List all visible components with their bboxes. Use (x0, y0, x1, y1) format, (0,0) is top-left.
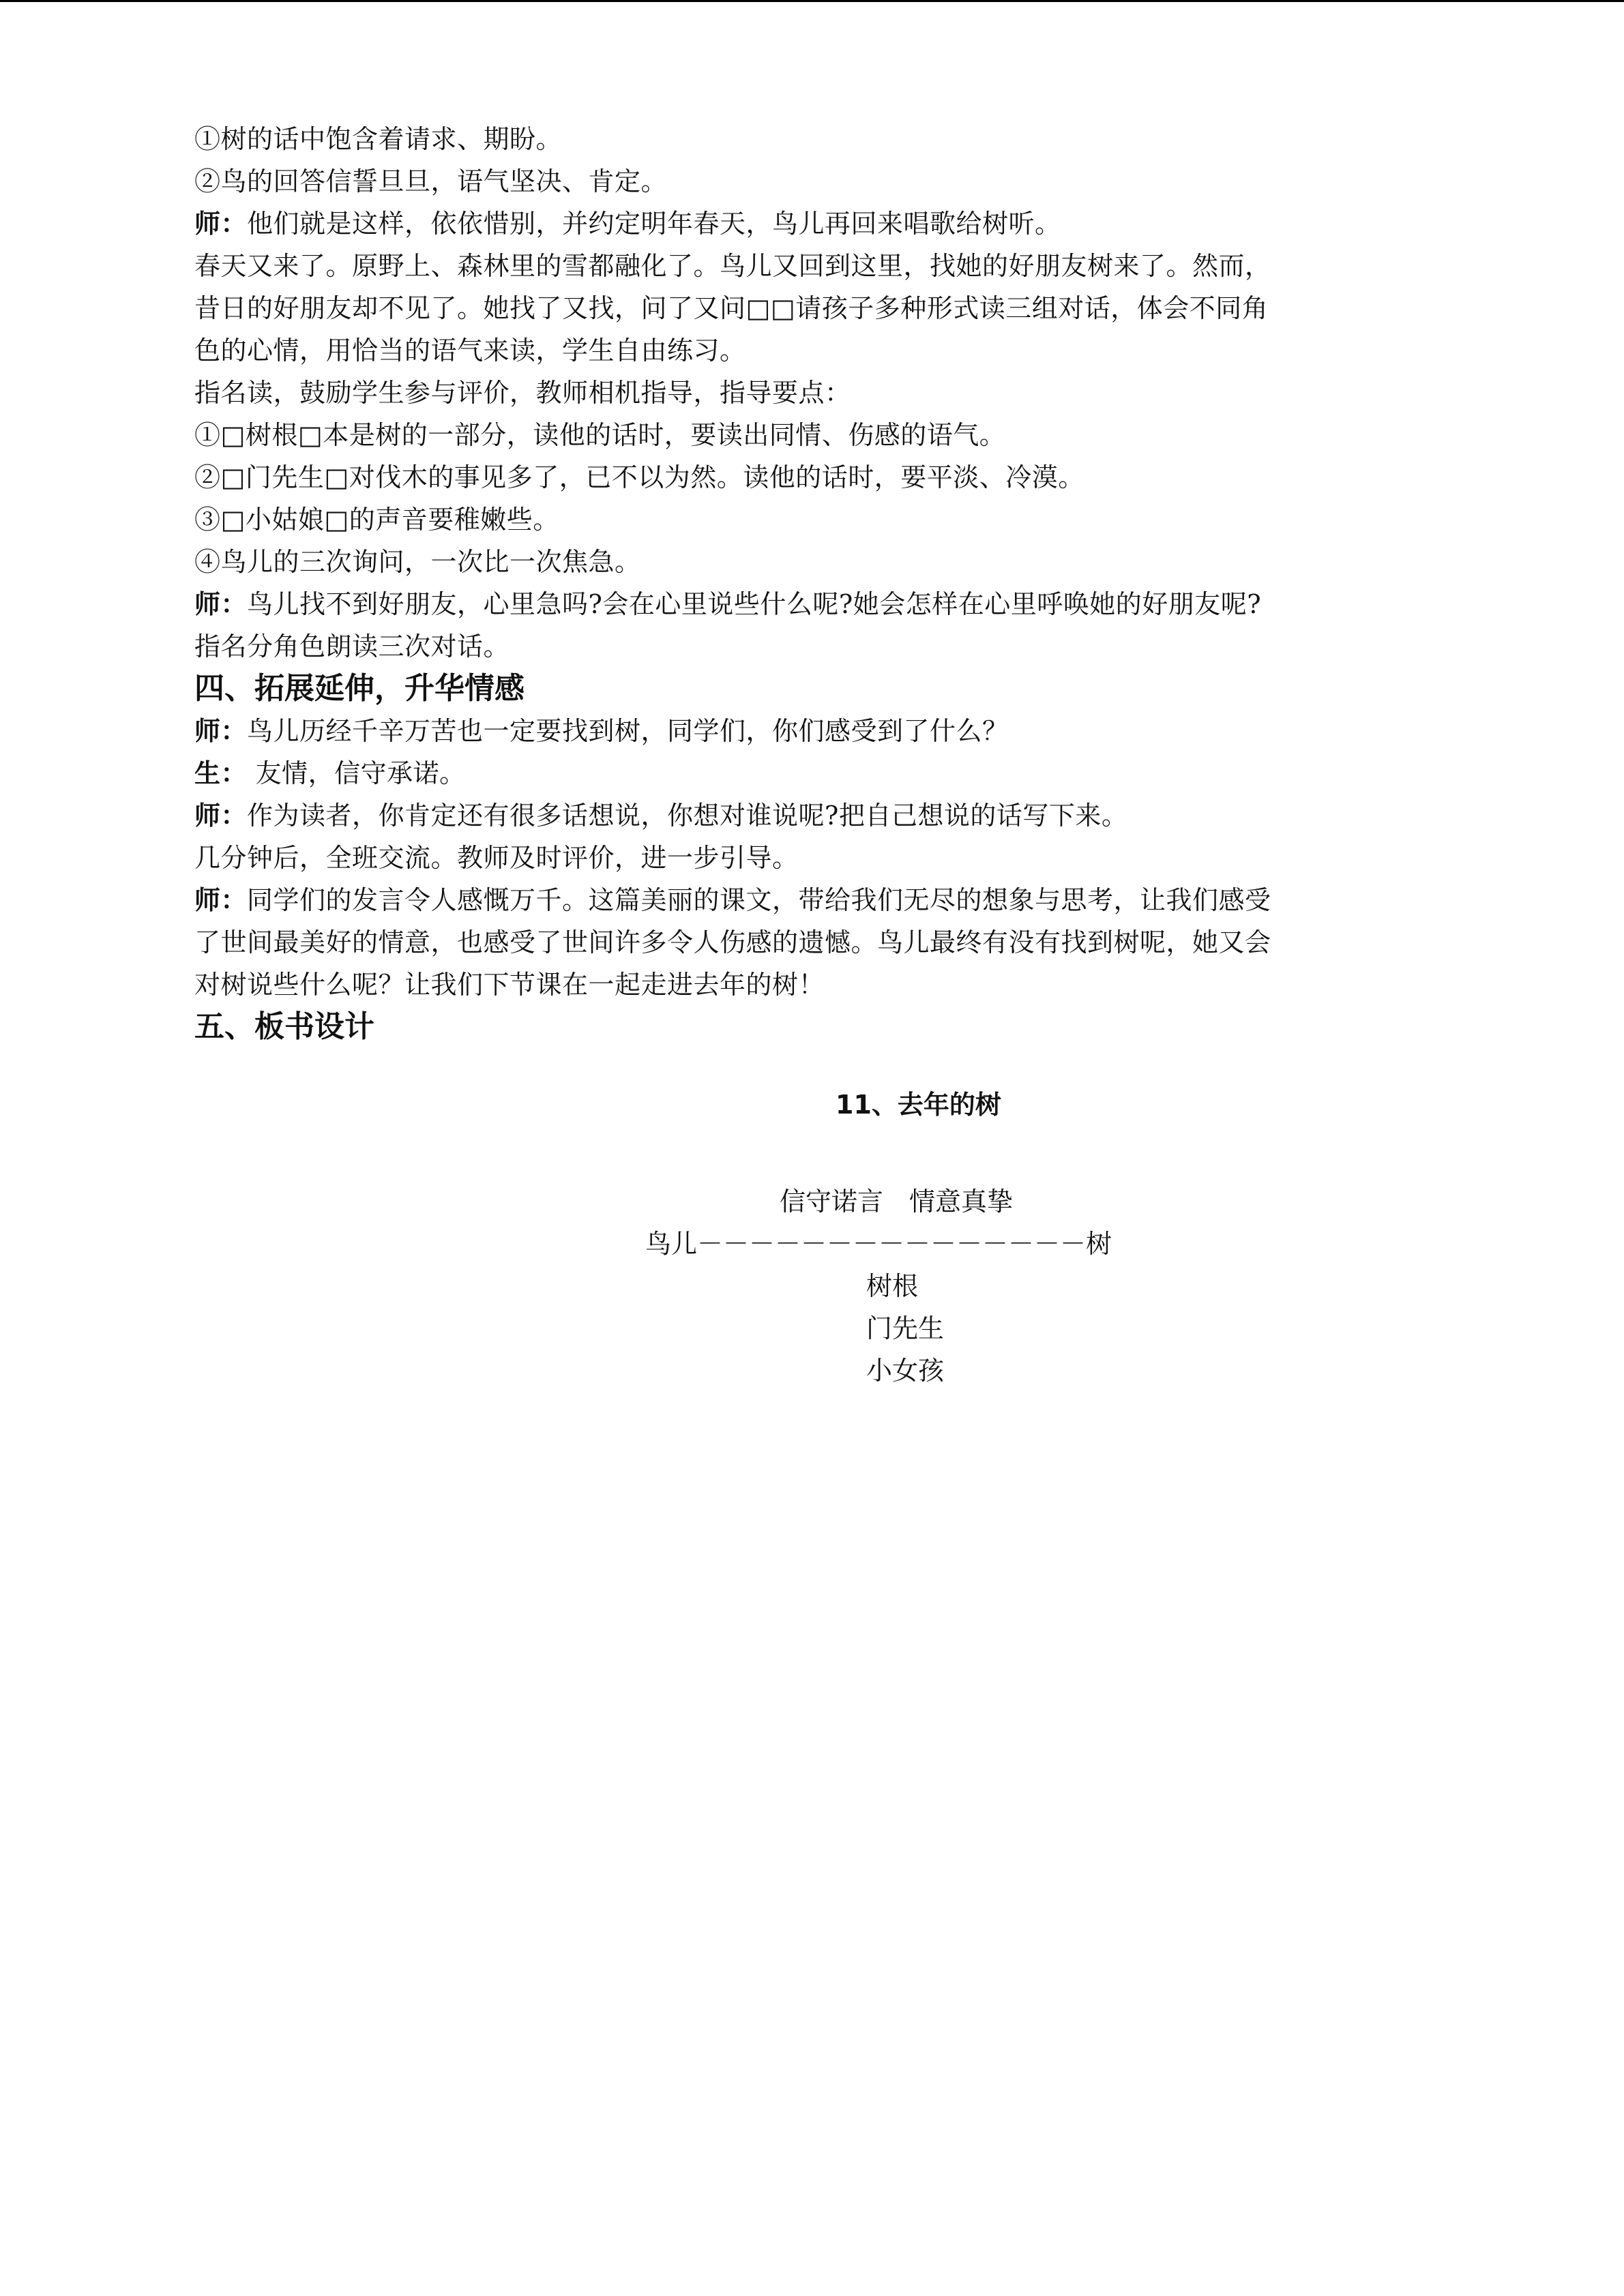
line-text: ②□门先生□对伐木的事见多了，已不以为然。读他的话时，要平淡、冷漠。 (194, 462, 1084, 492)
line-text: 鸟儿找不到好朋友，心里急吗?会在心里说些什么呢?她会怎样在心里呼唤她的好朋友呢? (247, 589, 1262, 619)
paragraph-line (194, 456, 1368, 498)
paragraph-line (194, 879, 1368, 921)
paragraph-line (194, 625, 1368, 668)
line-text: 同学们的发言令人感慨万千。这篇美丽的课文，带给我们无尽的想象与思考，让我们感受 (247, 885, 1271, 915)
line-text: ①□树根□本是树的一部分，读他的话时，要读出同情、伤感的语气。 (194, 420, 1006, 450)
line-text: 昔日的好朋友却不见了。她找了又找，问了又问□□请孩子多种形式读三组对话，体会不同角 (194, 293, 1269, 323)
line-text: 对树说些什么呢？让我们下节课在一起走进去年的树！ (194, 970, 825, 1000)
paragraph-line (194, 372, 1368, 414)
line-text: 鸟儿历经千辛万苦也一定要找到树，同学们，你们感受到了什么？ (247, 716, 1009, 746)
line-text: 春天又来了。原野上、森林里的雪都融化了。鸟儿又回到这里，找她的好朋友树来了。然而， (194, 251, 1271, 281)
paragraph-line (194, 583, 1368, 625)
line-text: 友情，信守承诺。 (247, 758, 466, 788)
paragraph-line (194, 498, 1368, 541)
line-text: 了世间最美好的情意，也感受了世间许多令人伤感的遗憾。鸟儿最终有没有找到树呢，她又会 (194, 927, 1271, 957)
paragraph-line (194, 921, 1368, 964)
board-qualities: 信守诺言 情意真挚 (780, 1187, 1014, 1217)
paragraph-line (194, 160, 1368, 203)
paragraph-line (194, 964, 1368, 1006)
speaker-label: 师： (194, 801, 248, 831)
paragraph-line (194, 245, 1368, 287)
speaker-label: 师： (194, 716, 248, 746)
paragraph-line (194, 414, 1368, 456)
line-text: ①树的话中饱含着请求、期盼。 (194, 124, 563, 154)
line-text: 色的心情，用恰当的语气来读，学生自由练习。 (194, 336, 746, 366)
line-text: 指名分角色朗读三次对话。 (194, 631, 510, 661)
line-text: 他们就是这样，依依惜别，并约定明年春天，鸟儿再回来唱歌给树听。 (247, 209, 1061, 239)
paragraph-line (194, 118, 1368, 160)
page-top-border (0, 0, 1624, 2)
speaker-label: 师： (194, 885, 248, 915)
line-text: ③□小姑娘□的声音要稚嫩些。 (194, 505, 559, 535)
line-text: 几分钟后，全班交流。教师及时评价，进一步引导。 (194, 843, 799, 873)
paragraph-line (194, 794, 1368, 837)
paragraph-line (194, 287, 1368, 329)
line-text: 指名读，鼓励学生参与评价，教师相机指导，指导要点： (194, 378, 851, 408)
line-text: ④鸟儿的三次询问，一次比一次焦急。 (194, 547, 641, 577)
paragraph-line (194, 329, 1368, 372)
paragraph-line (194, 203, 1368, 245)
section-heading: 五、板书设计 (194, 1009, 374, 1044)
paragraph-line (194, 752, 1368, 794)
board-title: 11、去年的树 (836, 1090, 1001, 1120)
board-relation-line: 鸟儿－－－－－－－－－－－－－－－树 (645, 1229, 1112, 1259)
board-character: 门先生 (866, 1313, 945, 1343)
paragraph-line (194, 710, 1368, 752)
speaker-label: 师： (194, 589, 248, 619)
line-text: 作为读者，你肯定还有很多话想说，你想对谁说呢?把自己想说的话写下来。 (247, 801, 1128, 831)
paragraph-line (194, 837, 1368, 879)
board-character: 树根 (866, 1271, 919, 1301)
line-text: ②鸟的回答信誓旦旦，语气坚决、肯定。 (194, 166, 668, 196)
speaker-label: 生： (194, 758, 248, 788)
paragraph-line (194, 541, 1368, 583)
section-heading: 四、拓展延伸，升华情感 (194, 671, 525, 706)
board-character: 小女孩 (866, 1356, 945, 1386)
document-body (194, 118, 1368, 1048)
speaker-label: 师： (194, 209, 248, 239)
